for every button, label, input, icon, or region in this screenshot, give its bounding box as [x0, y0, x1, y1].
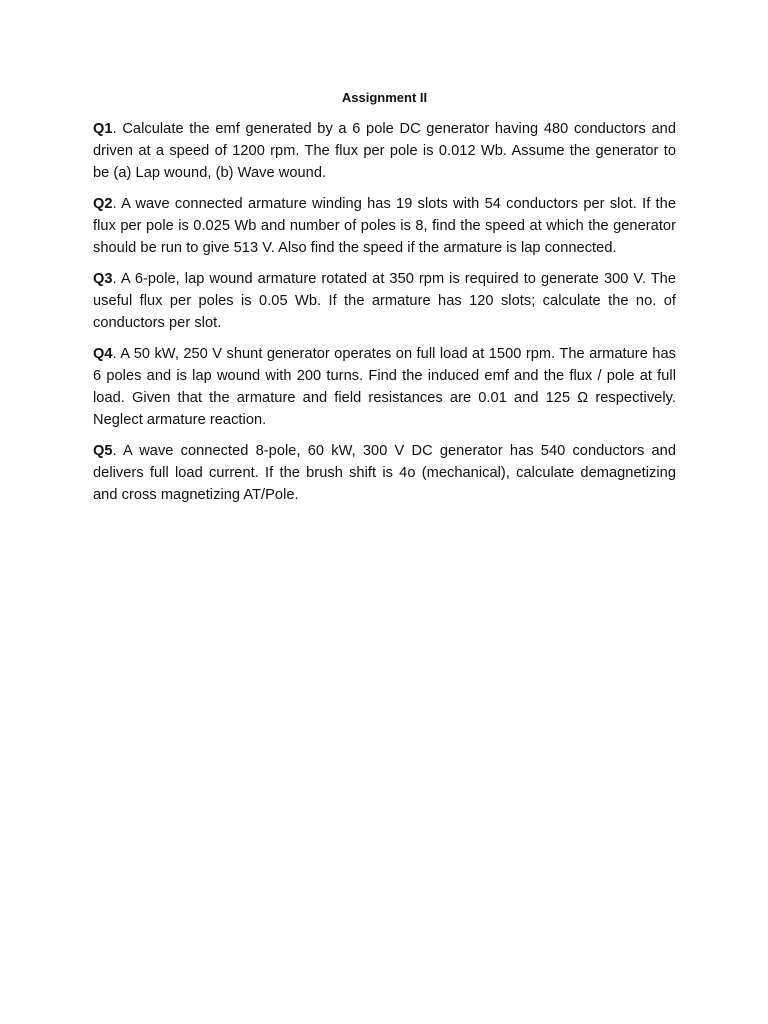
question-4: [93, 343, 676, 431]
question-3: [93, 268, 676, 334]
question-text: . A 6-pole, lap wound armature rotated at 350 rpm is required to generate 300 V. The useful flux per poles is 0.05 Wb. If the armature has 120 slots; calculate the no. of conductors per slot.: [93, 271, 676, 331]
document-title: Assignment II: [341, 90, 428, 105]
question-label: Q3: [93, 271, 113, 287]
question-text: . Calculate the emf generated by a 6 pole DC generator having 480 conductors and driven at a speed of 1200 rpm. The flux per pole is 0.012 Wb. Assume the generator to be (a) Lap wound, (b) Wave wound.: [93, 121, 676, 181]
question-5: [93, 440, 676, 506]
question-text: . A 50 kW, 250 V shunt generator operates on full load at 1500 rpm. The armature has 6 poles and is lap wound with 200 turns. Find the induced emf and the flux / pole at full load. Given that the armature and field resistances are 0.01 and 125 Ω respectively. Neglect armature reaction.: [93, 346, 676, 428]
question-text: . A wave connected 8-pole, 60 kW, 300 V DC generator has 540 conductors and delivers full load current. If the brush shift is 4o (mechanical), calculate demagnetizing and cross magnetizing AT/Pole.: [93, 443, 676, 503]
question-2: [93, 193, 676, 259]
question-label: Q5: [93, 443, 113, 459]
question-label: Q2: [93, 196, 113, 212]
question-label: Q1: [93, 121, 113, 137]
question-1: [93, 118, 676, 184]
document-page: [93, 88, 676, 515]
question-text: . A wave connected armature winding has 19 slots with 54 conductors per slot. If the flux per pole is 0.025 Wb and number of poles is 8, find the speed at which the generator should be run to give 513 V. Also find the speed if the armature is lap connected.: [93, 196, 676, 256]
question-label: Q4: [93, 346, 113, 362]
